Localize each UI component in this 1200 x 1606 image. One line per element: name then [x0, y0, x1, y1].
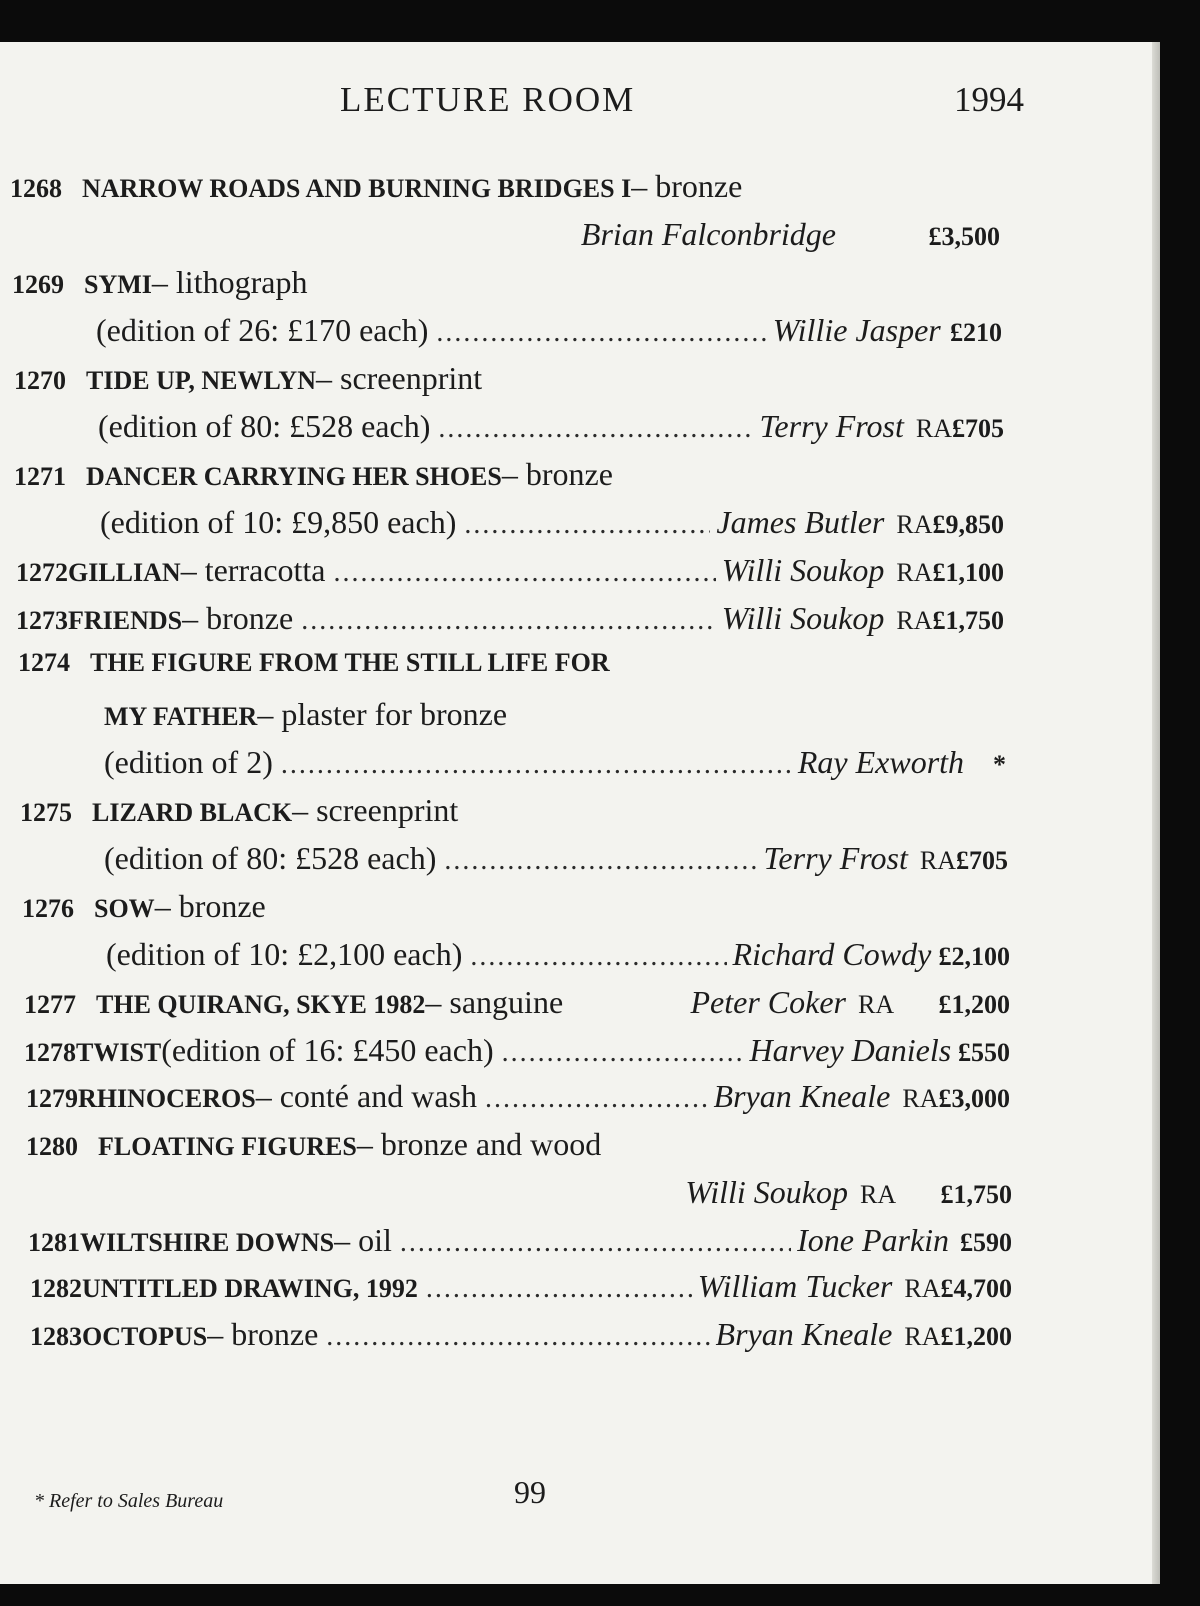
leader-dots: [326, 1321, 709, 1353]
entry-edition-line: [98, 408, 1004, 452]
entry-number: 1277: [24, 990, 76, 1019]
entry-number: 1273: [16, 606, 68, 635]
entry-ra: RA: [896, 606, 933, 635]
entry-artist-line: [10, 216, 1000, 260]
entry-edition: (edition of 10: £2,100 each): [106, 936, 463, 972]
entry-price: £1,100: [932, 558, 1004, 587]
entry-price: £705: [952, 414, 1004, 443]
entry-number: 1269: [12, 270, 64, 299]
entry-title-line: [20, 792, 1006, 836]
entry-number: 1278: [24, 1038, 76, 1067]
entry-title-cont-line: [104, 696, 1006, 740]
entry-price: £1,200: [938, 990, 1010, 1019]
entry-medium: – conté and wash: [255, 1078, 477, 1114]
entry-price: £3,500: [928, 222, 1000, 251]
entry-title: THE FIGURE FROM THE STILL LIFE FOR: [90, 648, 610, 677]
entry-title: WILTSHIRE DOWNS: [80, 1228, 335, 1257]
entry-artist: James Butler: [716, 504, 885, 540]
entry-price: £1,200: [940, 1322, 1012, 1351]
entry-title: NARROW ROADS AND BURNING BRIDGES I: [82, 174, 632, 203]
entry-title: GILLIAN: [68, 558, 181, 587]
entry-number: 1281: [28, 1228, 80, 1257]
entry-edition-line: [104, 744, 1006, 788]
entry-edition: (edition of 2): [104, 744, 273, 780]
entry-title-line: [10, 168, 1000, 212]
catalogue-page: [0, 42, 1160, 1584]
entry-artist: Terry Frost: [763, 840, 908, 876]
entry-ra: RA: [904, 1274, 941, 1303]
leader-dots: [444, 845, 757, 877]
leader-dots: [400, 1227, 791, 1259]
entry-title: TIDE UP, NEWLYN: [86, 366, 316, 395]
leader-dots: [485, 1083, 708, 1115]
leader-dots: [301, 605, 716, 637]
entry-artist: Willi Soukop: [721, 552, 885, 588]
entry-edition: (edition of 26: £170 each): [96, 312, 429, 348]
page-number: 99: [514, 1474, 546, 1510]
entry-artist: Ray Exworth: [797, 744, 965, 780]
entry-title: TWIST: [76, 1038, 162, 1067]
entry-title: SYMI: [84, 270, 152, 299]
entry-ra: RA: [902, 1084, 939, 1113]
entry-artist: Brian Falconbridge: [580, 216, 836, 252]
entry-medium: – oil: [334, 1222, 392, 1258]
page-title: LECTURE ROOM: [340, 80, 636, 119]
entry-price: £4,700: [940, 1274, 1012, 1303]
entry-line: [28, 1222, 1012, 1266]
entry-medium: – bronze and wood: [356, 1126, 602, 1162]
entry-ra: RA: [860, 1180, 897, 1209]
entry-artist: Bryan Kneale: [713, 1078, 891, 1114]
entry-medium: – bronze: [207, 1316, 319, 1352]
entry-title: OCTOPUS: [82, 1322, 208, 1351]
entry-price: £9,850: [932, 510, 1004, 539]
entry-number: 1274: [18, 648, 70, 677]
entry-artist: Willi Soukop: [721, 600, 885, 636]
entry-medium: – bronze: [154, 888, 266, 924]
leader-dots: [438, 413, 753, 445]
entry-title-line: [14, 456, 1004, 500]
entry-medium: – sanguine: [425, 984, 564, 1020]
entry-edition: (edition of 80: £528 each): [98, 408, 431, 444]
leader-dots: [464, 509, 710, 541]
entry-medium: – lithograph: [151, 264, 308, 300]
entry-ra: RA: [915, 414, 952, 443]
entry-title: DANCER CARRYING HER SHOES: [86, 462, 502, 491]
entry-medium: – plaster for bronze: [257, 696, 508, 732]
entry-price: £590: [960, 1228, 1012, 1257]
entry-price: £3,000: [938, 1084, 1010, 1113]
entry-price: £550: [958, 1038, 1010, 1067]
entry-medium: – screenprint: [315, 360, 483, 396]
entry-artist-line: [26, 1174, 1012, 1218]
entry-artist: Bryan Kneale: [715, 1316, 893, 1352]
entry-price: *: [993, 750, 1006, 779]
entry-line: [24, 984, 1010, 1028]
entry-edition-line: [100, 504, 1004, 548]
entry-number: 1276: [22, 894, 74, 923]
entry-title-line: [14, 360, 1004, 404]
entry-title: THE QUIRANG, SKYE 1982: [96, 990, 426, 1019]
entry-number: 1275: [20, 798, 72, 827]
entry-price: £1,750: [940, 1180, 1012, 1209]
entry-line: [26, 1078, 1010, 1122]
entry-edition: (edition of 10: £9,850 each): [100, 504, 457, 540]
entry-number: 1271: [14, 462, 66, 491]
leader-dots: [426, 1273, 692, 1305]
entry-medium: – bronze: [631, 168, 743, 204]
entry-number: 1280: [26, 1132, 78, 1161]
entry-artist: Peter Coker: [690, 984, 846, 1020]
entry-artist: Terry Frost: [759, 408, 904, 444]
entry-title: UNTITLED DRAWING, 1992: [82, 1274, 418, 1303]
entry-edition-line: [106, 936, 1010, 980]
entry-medium: – terracotta: [180, 552, 326, 588]
entry-title-continued: MY FATHER: [104, 702, 258, 731]
page-spine-edge: [1152, 42, 1160, 1584]
entry-line: [24, 1032, 1010, 1076]
entry-line: [16, 552, 1004, 596]
entry-title: LIZARD BLACK: [92, 798, 293, 827]
entry-ra: RA: [896, 510, 933, 539]
entry-medium: – bronze: [182, 600, 294, 636]
entry-ra: RA: [904, 1322, 941, 1351]
page-year: 1994: [954, 80, 1024, 119]
entry-title-line: [22, 888, 1008, 932]
entry-ra: RA: [858, 990, 895, 1019]
entry-line: [30, 1316, 1012, 1360]
entry-number: 1282: [30, 1274, 82, 1303]
leader-dots: [281, 749, 792, 781]
entry-title-line: [12, 264, 1002, 308]
leader-dots: [502, 1037, 744, 1069]
entry-number: 1268: [10, 174, 62, 203]
entry-title: RHINOCEROS: [78, 1084, 256, 1113]
entry-price: £705: [956, 846, 1008, 875]
entry-artist: William Tucker: [697, 1268, 893, 1304]
entry-ra: RA: [896, 558, 933, 587]
entry-title: SOW: [94, 894, 155, 923]
entry-title: FRIENDS: [68, 606, 183, 635]
entry-number: 1272: [16, 558, 68, 587]
entry-line: [16, 600, 1004, 644]
entry-title-line: [26, 1126, 1010, 1170]
entry-edition-line: [96, 312, 1002, 356]
entry-title: FLOATING FIGURES: [98, 1132, 357, 1161]
entry-artist: Willie Jasper: [772, 312, 941, 348]
entry-number: 1283: [30, 1322, 82, 1351]
entry-title-line: [18, 648, 1006, 692]
entry-edition-line: [104, 840, 1008, 884]
entry-artist: Harvey Daniels: [749, 1032, 952, 1068]
entry-medium: – screenprint: [292, 792, 459, 828]
entry-medium: – bronze: [501, 456, 613, 492]
entry-price: £2,100: [938, 942, 1010, 971]
leader-dots: [334, 557, 716, 589]
entry-number: 1270: [14, 366, 66, 395]
entry-price: £1,750: [932, 606, 1004, 635]
entry-price: £210: [950, 318, 1002, 347]
entry-medium: (edition of 16: £450 each): [161, 1032, 494, 1068]
footnote: * Refer to Sales Bureau: [34, 1490, 224, 1512]
leader-dots: [436, 317, 766, 349]
entry-artist: Ione Parkin: [797, 1222, 950, 1258]
entry-artist: Richard Cowdy: [732, 936, 932, 972]
entry-edition: (edition of 80: £528 each): [104, 840, 437, 876]
entry-artist: Willi Soukop: [685, 1174, 848, 1210]
entry-ra: RA: [919, 846, 956, 875]
entry-number: 1279: [26, 1084, 78, 1113]
entry-line: [30, 1268, 1012, 1312]
leader-dots: [470, 941, 726, 973]
